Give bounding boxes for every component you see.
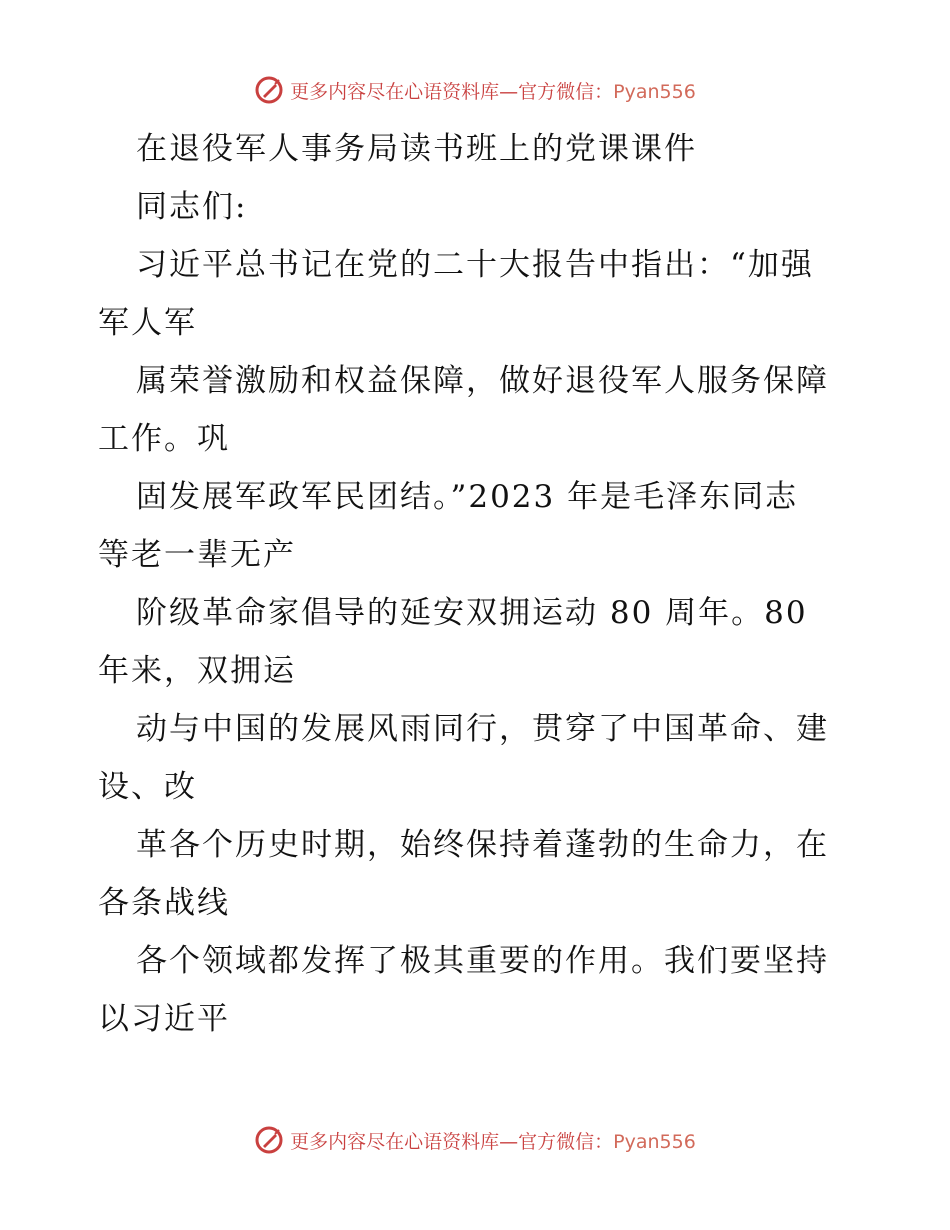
document-body	[98, 120, 868, 1048]
text-line: 固发展军政军民团结。”2023 年是毛泽东同志	[136, 479, 799, 515]
text-line: 习近平总书记在党的二十大报告中指出：“加强	[136, 247, 814, 283]
text-line: 各条战线	[98, 885, 230, 921]
text-line: 军人军	[98, 305, 197, 341]
text-line: 在退役军人事务局读书班上的党课课件	[136, 131, 697, 167]
quill-logo-icon	[254, 75, 284, 105]
text-line: 同志们:	[136, 189, 248, 225]
text-line: 阶级革命家倡导的延安双拥运动 80 周年。80	[136, 595, 808, 631]
text-line: 等老一辈无产	[98, 537, 296, 573]
text-line: 以习近平	[98, 1001, 230, 1037]
watermark-text: 更多内容尽在心语资料库—官方微信：Pyan556	[290, 80, 696, 103]
text-line: 工作。巩	[98, 421, 230, 457]
watermark-id: Pyan556	[613, 80, 696, 103]
watermark-text: 更多内容尽在心语资料库—官方微信：Pyan556	[290, 1130, 696, 1153]
text-line: 设、改	[98, 769, 197, 805]
header-watermark	[0, 70, 950, 110]
text-line: 年来，双拥运	[98, 653, 296, 689]
watermark-id: Pyan556	[613, 1130, 696, 1153]
footer-watermark	[0, 1120, 950, 1160]
text-line: 革各个历史时期，始终保持着蓬勃的生命力，在	[136, 827, 829, 863]
text-line: 各个领域都发挥了极其重要的作用。我们要坚持	[136, 943, 829, 979]
text-line: 属荣誉激励和权益保障，做好退役军人服务保障	[136, 363, 829, 399]
quill-logo-icon	[254, 1125, 284, 1155]
text-line: 动与中国的发展风雨同行，贯穿了中国革命、建	[136, 711, 829, 747]
